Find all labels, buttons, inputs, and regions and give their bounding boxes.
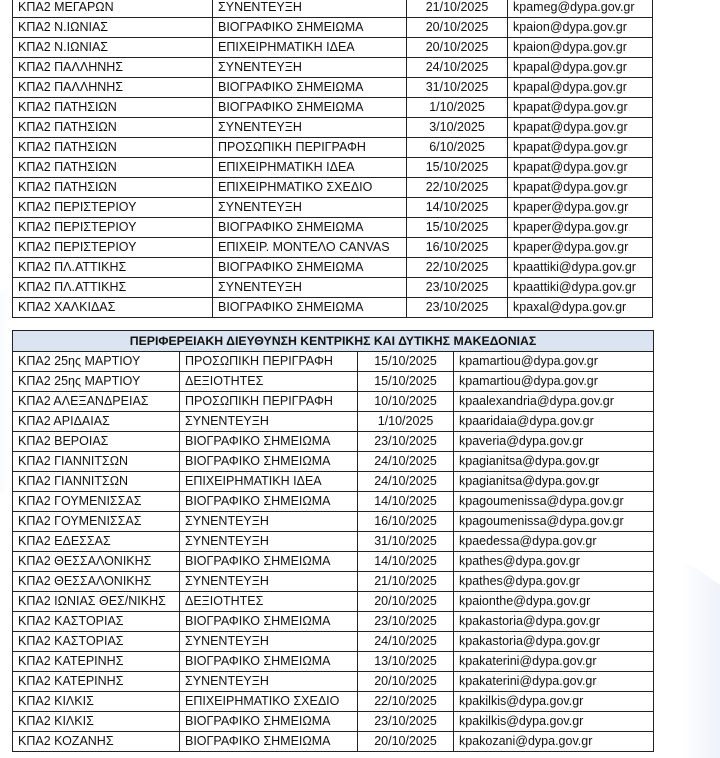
office-cell: ΚΠΑ2 ΑΛΕΞΑΝΔΡΕΙΑΣ (13, 392, 180, 412)
section-header-row (13, 331, 654, 352)
workshop-cell: ΣΥΝΕΝΤΕΥΞΗ (213, 58, 407, 78)
workshop-cell: ΒΙΟΓΡΑΦΙΚΟ ΣΗΜΕΙΩΜΑ (180, 712, 358, 732)
email-cell: kpakastoria@dypa.gov.gr (454, 612, 654, 632)
workshop-cell: ΒΙΟΓΡΑΦΙΚΟ ΣΗΜΕΙΩΜΑ (213, 258, 407, 278)
date-cell: 15/10/2025 (407, 218, 508, 238)
office-cell: ΚΠΑ2 ΠΕΡΙΣΤΕΡΙΟΥ (13, 218, 213, 238)
workshop-cell: ΒΙΟΓΡΑΦΙΚΟ ΣΗΜΕΙΩΜΑ (180, 552, 358, 572)
table-row (13, 652, 654, 672)
table-row (13, 18, 653, 38)
date-cell: 21/10/2025 (407, 0, 508, 18)
email-cell: kpaalexandria@dypa.gov.gr (454, 392, 654, 412)
date-cell: 20/10/2025 (407, 38, 508, 58)
table-row (13, 592, 654, 612)
table-row (13, 512, 654, 532)
date-cell: 23/10/2025 (407, 298, 508, 318)
table-row (13, 118, 653, 138)
email-cell: kpagoumenissa@dypa.gov.gr (454, 512, 654, 532)
office-cell: ΚΠΑ2 ΚΑΣΤΟΡΙΑΣ (13, 632, 180, 652)
table-row (13, 372, 654, 392)
date-cell: 23/10/2025 (407, 278, 508, 298)
email-cell: kpapal@dypa.gov.gr (508, 58, 653, 78)
email-cell: kpaxal@dypa.gov.gr (508, 298, 653, 318)
table-row (13, 412, 654, 432)
office-cell: ΚΠΑ2 ΠΑΤΗΣΙΩΝ (13, 118, 213, 138)
office-cell: ΚΠΑ2 Ν.ΙΩΝΙΑΣ (13, 18, 213, 38)
table-row (13, 78, 653, 98)
office-cell: ΚΠΑ2 25ης ΜΑΡΤΙΟΥ (13, 352, 180, 372)
office-cell: ΚΠΑ2 ΠΛ.ΑΤΤΙΚΗΣ (13, 278, 213, 298)
workshop-cell: ΕΠΙΧΕΙΡΗΜΑΤΙΚΗ ΙΔΕΑ (180, 472, 358, 492)
workshop-cell: ΠΡΟΣΩΠΙΚΗ ΠΕΡΙΓΡΑΦΗ (180, 392, 358, 412)
decorative-shape (680, 557, 720, 758)
workshop-cell: ΒΙΟΓΡΑΦΙΚΟ ΣΗΜΕΙΩΜΑ (180, 732, 358, 752)
email-cell: kpamartiou@dypa.gov.gr (454, 352, 654, 372)
table-row (13, 712, 654, 732)
date-cell: 23/10/2025 (358, 712, 454, 732)
table-row (13, 392, 654, 412)
email-cell: kpapat@dypa.gov.gr (508, 178, 653, 198)
date-cell: 24/10/2025 (407, 58, 508, 78)
workshop-cell: ΣΥΝΕΝΤΕΥΞΗ (180, 572, 358, 592)
table-row (13, 632, 654, 652)
table-row (13, 472, 654, 492)
date-cell: 14/10/2025 (358, 552, 454, 572)
table-row (13, 352, 654, 372)
office-cell: ΚΠΑ2 ΠΕΡΙΣΤΕΡΙΟΥ (13, 198, 213, 218)
email-cell: kpathes@dypa.gov.gr (454, 552, 654, 572)
table-row (13, 278, 653, 298)
table-row (13, 692, 654, 712)
office-cell: ΚΠΑ2 Ν.ΙΩΝΙΑΣ (13, 38, 213, 58)
date-cell: 10/10/2025 (358, 392, 454, 412)
office-cell: ΚΠΑ2 ΜΕΓΑΡΩΝ (13, 0, 213, 18)
date-cell: 20/10/2025 (407, 18, 508, 38)
email-cell: kpaattiki@dypa.gov.gr (508, 258, 653, 278)
decorative-shape (0, 286, 10, 514)
office-cell: ΚΠΑ2 ΚΑΤΕΡΙΝΗΣ (13, 652, 180, 672)
office-cell: ΚΠΑ2 ΧΑΛΚΙΔΑΣ (13, 298, 213, 318)
email-cell: kpathes@dypa.gov.gr (454, 572, 654, 592)
email-cell: kpaper@dypa.gov.gr (508, 238, 653, 258)
date-cell: 31/10/2025 (407, 78, 508, 98)
date-cell: 15/10/2025 (358, 352, 454, 372)
office-cell: ΚΠΑ2 ΚΟΖΑΝΗΣ (13, 732, 180, 752)
workshop-cell: ΒΙΟΓΡΑΦΙΚΟ ΣΗΜΕΙΩΜΑ (213, 298, 407, 318)
date-cell: 24/10/2025 (358, 632, 454, 652)
table-row (13, 298, 653, 318)
office-cell: ΚΠΑ2 ΠΑΛΛΗΝΗΣ (13, 78, 213, 98)
table-row (13, 532, 654, 552)
email-cell: kpaion@dypa.gov.gr (508, 18, 653, 38)
workshop-cell: ΒΙΟΓΡΑΦΙΚΟ ΣΗΜΕΙΩΜΑ (180, 652, 358, 672)
office-cell: ΚΠΑ2 ΓΙΑΝΝΙΤΣΩΝ (13, 472, 180, 492)
office-cell: ΚΠΑ2 ΕΔΕΣΣΑΣ (13, 532, 180, 552)
workshop-cell: ΣΥΝΕΝΤΕΥΞΗ (180, 512, 358, 532)
workshop-cell: ΠΡΟΣΩΠΙΚΗ ΠΕΡΙΓΡΑΦΗ (180, 352, 358, 372)
table-row (13, 672, 654, 692)
table-row (13, 98, 653, 118)
office-cell: ΚΠΑ2 ΒΕΡΟΙΑΣ (13, 432, 180, 452)
table-row (13, 258, 653, 278)
schedule-table-macedonia (12, 330, 654, 752)
date-cell: 20/10/2025 (358, 732, 454, 752)
email-cell: kpaveria@dypa.gov.gr (454, 432, 654, 452)
email-cell: kpagoumenissa@dypa.gov.gr (454, 492, 654, 512)
schedule-table-attica (12, 0, 653, 318)
office-cell: ΚΠΑ2 ΚΙΛΚΙΣ (13, 692, 180, 712)
date-cell: 24/10/2025 (358, 452, 454, 472)
workshop-cell: ΣΥΝΕΝΤΕΥΞΗ (213, 278, 407, 298)
date-cell: 14/10/2025 (407, 198, 508, 218)
table-row (13, 572, 654, 592)
date-cell: 31/10/2025 (358, 532, 454, 552)
workshop-cell: ΕΠΙΧΕΙΡΗΜΑΤΙΚΟ ΣΧΕΔΙΟ (213, 178, 407, 198)
office-cell: ΚΠΑ2 ΠΛ.ΑΤΤΙΚΗΣ (13, 258, 213, 278)
email-cell: kpapat@dypa.gov.gr (508, 138, 653, 158)
workshop-cell: ΒΙΟΓΡΑΦΙΚΟ ΣΗΜΕΙΩΜΑ (180, 492, 358, 512)
date-cell: 13/10/2025 (358, 652, 454, 672)
office-cell: ΚΠΑ2 ΚΙΛΚΙΣ (13, 712, 180, 732)
email-cell: kpagianitsa@dypa.gov.gr (454, 472, 654, 492)
email-cell: kpaion@dypa.gov.gr (508, 38, 653, 58)
office-cell: ΚΠΑ2 ΠΑΤΗΣΙΩΝ (13, 178, 213, 198)
table-row (13, 0, 653, 18)
table-row (13, 218, 653, 238)
date-cell: 1/10/2025 (407, 98, 508, 118)
workshop-cell: ΔΕΞΙΟΤΗΤΕΣ (180, 592, 358, 612)
email-cell: kpakaterini@dypa.gov.gr (454, 652, 654, 672)
office-cell: ΚΠΑ2 ΠΑΤΗΣΙΩΝ (13, 98, 213, 118)
workshop-cell: ΣΥΝΕΝΤΕΥΞΗ (180, 532, 358, 552)
workshop-cell: ΕΠΙΧΕΙΡΗΜΑΤΙΚΟ ΣΧΕΔΙΟ (180, 692, 358, 712)
section-title: ΠΕΡΙΦΕΡΕΙΑΚΗ ΔΙΕΥΘΥΝΣΗ ΚΕΝΤΡΙΚΗΣ ΚΑΙ ΔΥΤΙΚΗΣ ΜΑΚΕΔΟΝΙΑΣ (13, 331, 654, 352)
office-cell: ΚΠΑ2 ΘΕΣΣΑΛΟΝΙΚΗΣ (13, 552, 180, 572)
email-cell: kpakastoria@dypa.gov.gr (454, 632, 654, 652)
email-cell: kpaaridaia@dypa.gov.gr (454, 412, 654, 432)
workshop-cell: ΕΠΙΧΕΙΡ. ΜΟΝΤΕΛΟ CANVAS (213, 238, 407, 258)
table-row (13, 198, 653, 218)
table-row (13, 552, 654, 572)
workshop-cell: ΕΠΙΧΕΙΡΗΜΑΤΙΚΗ ΙΔΕΑ (213, 158, 407, 178)
email-cell: kpaper@dypa.gov.gr (508, 218, 653, 238)
office-cell: ΚΠΑ2 ΘΕΣΣΑΛΟΝΙΚΗΣ (13, 572, 180, 592)
date-cell: 20/10/2025 (358, 672, 454, 692)
workshop-cell: ΣΥΝΕΝΤΕΥΞΗ (213, 0, 407, 18)
date-cell: 23/10/2025 (358, 432, 454, 452)
office-cell: ΚΠΑ2 ΠΕΡΙΣΤΕΡΙΟΥ (13, 238, 213, 258)
date-cell: 24/10/2025 (358, 472, 454, 492)
email-cell: kpakilkis@dypa.gov.gr (454, 712, 654, 732)
workshop-cell: ΣΥΝΕΝΤΕΥΞΗ (180, 672, 358, 692)
email-cell: kpaattiki@dypa.gov.gr (508, 278, 653, 298)
workshop-cell: ΣΥΝΕΝΤΕΥΞΗ (213, 198, 407, 218)
office-cell: ΚΠΑ2 ΚΑΣΤΟΡΙΑΣ (13, 612, 180, 632)
email-cell: kpapat@dypa.gov.gr (508, 158, 653, 178)
date-cell: 16/10/2025 (358, 512, 454, 532)
office-cell: ΚΠΑ2 ΠΑΛΛΗΝΗΣ (13, 58, 213, 78)
table-row (13, 138, 653, 158)
date-cell: 15/10/2025 (407, 158, 508, 178)
table-row (13, 58, 653, 78)
date-cell: 6/10/2025 (407, 138, 508, 158)
office-cell: ΚΠΑ2 ΠΑΤΗΣΙΩΝ (13, 158, 213, 178)
email-cell: kpapat@dypa.gov.gr (508, 98, 653, 118)
table-row (13, 178, 653, 198)
date-cell: 21/10/2025 (358, 572, 454, 592)
email-cell: kpapal@dypa.gov.gr (508, 78, 653, 98)
workshop-cell: ΒΙΟΓΡΑΦΙΚΟ ΣΗΜΕΙΩΜΑ (213, 18, 407, 38)
workshop-cell: ΒΙΟΓΡΑΦΙΚΟ ΣΗΜΕΙΩΜΑ (213, 218, 407, 238)
date-cell: 15/10/2025 (358, 372, 454, 392)
date-cell: 22/10/2025 (407, 178, 508, 198)
email-cell: kpakilkis@dypa.gov.gr (454, 692, 654, 712)
date-cell: 20/10/2025 (358, 592, 454, 612)
email-cell: kpaionthe@dypa.gov.gr (454, 592, 654, 612)
email-cell: kpapat@dypa.gov.gr (508, 118, 653, 138)
workshop-cell: ΣΥΝΕΝΤΕΥΞΗ (180, 412, 358, 432)
email-cell: kpamartiou@dypa.gov.gr (454, 372, 654, 392)
date-cell: 16/10/2025 (407, 238, 508, 258)
office-cell: ΚΠΑ2 ΑΡΙΔΑΙΑΣ (13, 412, 180, 432)
email-cell: kpagianitsa@dypa.gov.gr (454, 452, 654, 472)
table-row (13, 158, 653, 178)
email-cell: kpaedessa@dypa.gov.gr (454, 532, 654, 552)
workshop-cell: ΔΕΞΙΟΤΗΤΕΣ (180, 372, 358, 392)
office-cell: ΚΠΑ2 ΚΑΤΕΡΙΝΗΣ (13, 672, 180, 692)
office-cell: ΚΠΑ2 ΙΩΝΙΑΣ ΘΕΣ/ΝΙΚΗΣ (13, 592, 180, 612)
workshop-cell: ΒΙΟΓΡΑΦΙΚΟ ΣΗΜΕΙΩΜΑ (213, 98, 407, 118)
date-cell: 23/10/2025 (358, 612, 454, 632)
office-cell: ΚΠΑ2 ΠΑΤΗΣΙΩΝ (13, 138, 213, 158)
office-cell: ΚΠΑ2 ΓΟΥΜΕΝΙΣΣΑΣ (13, 512, 180, 532)
email-cell: kpaper@dypa.gov.gr (508, 198, 653, 218)
email-cell: kpakaterini@dypa.gov.gr (454, 672, 654, 692)
date-cell: 14/10/2025 (358, 492, 454, 512)
workshop-cell: ΠΡΟΣΩΠΙΚΗ ΠΕΡΙΓΡΑΦΗ (213, 138, 407, 158)
workshop-cell: ΒΙΟΓΡΑΦΙΚΟ ΣΗΜΕΙΩΜΑ (180, 612, 358, 632)
date-cell: 1/10/2025 (358, 412, 454, 432)
office-cell: ΚΠΑ2 25ης ΜΑΡΤΙΟΥ (13, 372, 180, 392)
date-cell: 3/10/2025 (407, 118, 508, 138)
office-cell: ΚΠΑ2 ΓΙΑΝΝΙΤΣΩΝ (13, 452, 180, 472)
table-row (13, 492, 654, 512)
workshop-cell: ΒΙΟΓΡΑΦΙΚΟ ΣΗΜΕΙΩΜΑ (213, 78, 407, 98)
table-row (13, 38, 653, 58)
table-row (13, 432, 654, 452)
table-row (13, 732, 654, 752)
workshop-cell: ΒΙΟΓΡΑΦΙΚΟ ΣΗΜΕΙΩΜΑ (180, 452, 358, 472)
table-row (13, 612, 654, 632)
date-cell: 22/10/2025 (358, 692, 454, 712)
date-cell: 22/10/2025 (407, 258, 508, 278)
workshop-cell: ΣΥΝΕΝΤΕΥΞΗ (180, 632, 358, 652)
table-row (13, 238, 653, 258)
email-cell: kpakozani@dypa.gov.gr (454, 732, 654, 752)
email-cell: kpameg@dypa.gov.gr (508, 0, 653, 18)
workshop-cell: ΣΥΝΕΝΤΕΥΞΗ (213, 118, 407, 138)
office-cell: ΚΠΑ2 ΓΟΥΜΕΝΙΣΣΑΣ (13, 492, 180, 512)
workshop-cell: ΒΙΟΓΡΑΦΙΚΟ ΣΗΜΕΙΩΜΑ (180, 432, 358, 452)
workshop-cell: ΕΠΙΧΕΙΡΗΜΑΤΙΚΗ ΙΔΕΑ (213, 38, 407, 58)
table-row (13, 452, 654, 472)
